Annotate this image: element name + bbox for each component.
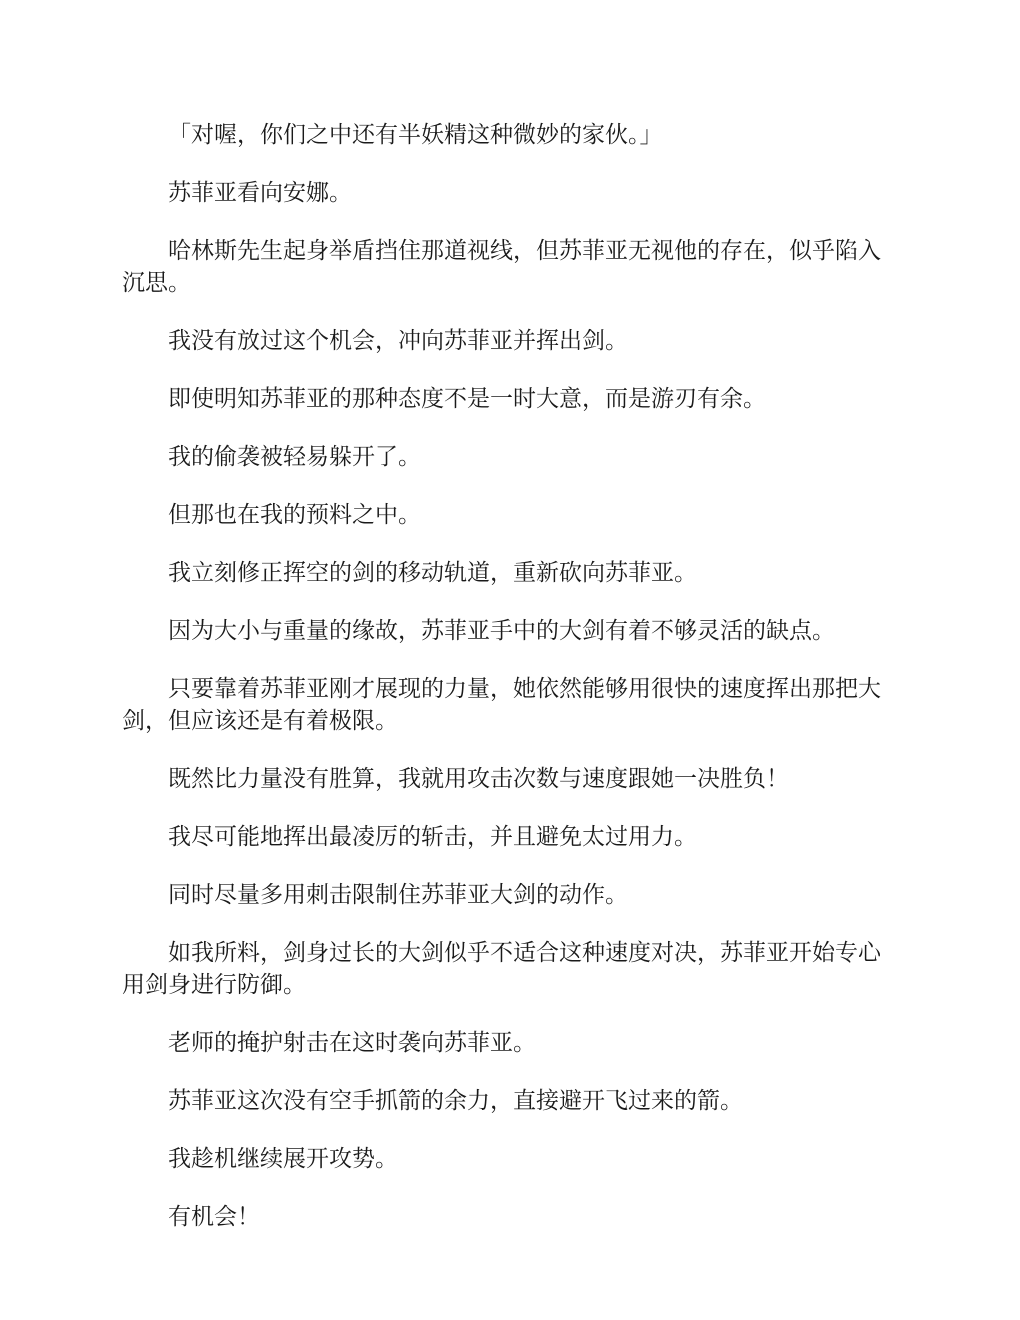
paragraph: 因为大小与重量的缘故，苏菲亚手中的大剑有着不够灵活的缺点。: [168, 618, 835, 644]
paragraph: 哈林斯先生起身举盾挡住那道视线，但苏菲亚无视他的存在，似乎陷入沉思。: [122, 238, 881, 296]
paragraph: 苏菲亚这次没有空手抓箭的余力，直接避开飞过来的箭。: [168, 1088, 743, 1114]
paragraph: 我趁机继续展开攻势。: [168, 1146, 398, 1172]
paragraph: 即使明知苏菲亚的那种态度不是一时大意，而是游刃有余。: [168, 386, 766, 412]
paragraph: 老师的掩护射击在这时袭向苏菲亚。: [168, 1030, 536, 1056]
paragraph: 有机会！: [168, 1204, 260, 1230]
paragraph: 我没有放过这个机会，冲向苏菲亚并挥出剑。: [168, 328, 628, 354]
paragraph: 我立刻修正挥空的剑的移动轨道，重新砍向苏菲亚。: [168, 560, 697, 586]
paragraph: 但那也在我的预料之中。: [168, 502, 421, 528]
paragraph: 我尽可能地挥出最凌厉的斩击，并且避免太过用力。: [168, 824, 697, 850]
paragraph: 只要靠着苏菲亚刚才展现的力量，她依然能够用很快的速度挥出那把大剑，但应该还是有着极限。: [122, 676, 881, 734]
paragraph: 如我所料，剑身过长的大剑似乎不适合这种速度对决，苏菲亚开始专心用剑身进行防御。: [122, 940, 881, 998]
paragraph: 既然比力量没有胜算，我就用攻击次数与速度跟她一决胜负！: [168, 766, 789, 792]
paragraph: 苏菲亚看向安娜。: [168, 180, 352, 206]
paragraph: 我的偷袭被轻易躲开了。: [168, 444, 421, 470]
paragraph: 「对喔，你们之中还有半妖精这种微妙的家伙。」: [168, 122, 663, 148]
body-text: [122, 119, 902, 1259]
paragraph: 同时尽量多用刺击限制住苏菲亚大剑的动作。: [168, 882, 628, 908]
